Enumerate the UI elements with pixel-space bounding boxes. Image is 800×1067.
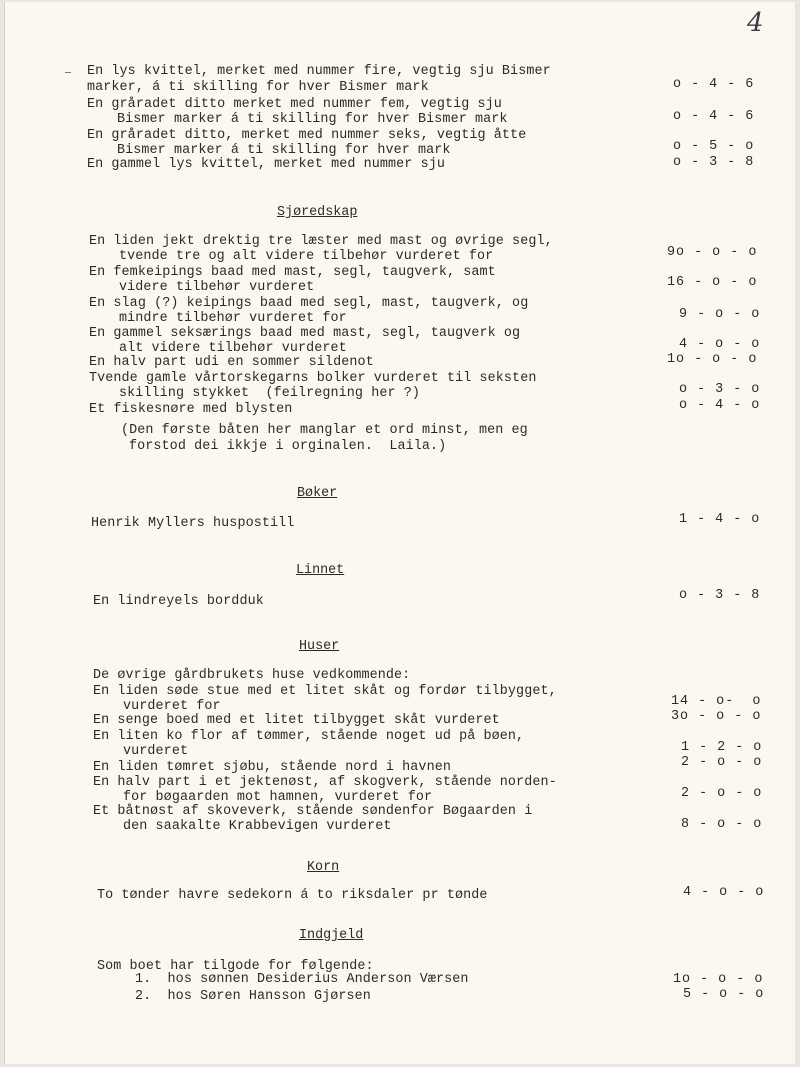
amount: 9 - o - o bbox=[679, 307, 761, 322]
item-line: En liden søde stue med et litet skåt og fordør tilbygget, bbox=[93, 684, 557, 699]
item-line: for bøgaarden mot hamnen, vurderet for bbox=[123, 790, 433, 805]
amount: 1 - 2 - o bbox=[681, 740, 763, 755]
amount: o - 4 - o bbox=[679, 398, 761, 413]
item-line: En halv part i et jektenøst, af skogverk, stående norden- bbox=[93, 775, 557, 790]
amount: 1 - 4 - o bbox=[679, 512, 761, 527]
amount: o - 3 - 8 bbox=[673, 155, 755, 170]
item-line: mindre tilbehør vurderet for bbox=[119, 311, 347, 326]
amount: 16 - o - o bbox=[667, 275, 758, 290]
amount: 14 - o- o bbox=[671, 694, 762, 709]
item-line: vurderet for bbox=[123, 699, 221, 714]
amount: o - 5 - o bbox=[673, 139, 755, 154]
section-heading: Sjøredskap bbox=[277, 205, 358, 220]
section-heading: Korn bbox=[307, 860, 340, 875]
item-line: marker, á ti skilling for hver Bismer mark bbox=[87, 80, 429, 95]
item-line: videre tilbehør vurderet bbox=[119, 280, 315, 295]
item-line: De øvrige gårdbrukets huse vedkommende: bbox=[93, 668, 411, 683]
item-line: En halv part udi en sommer sildenot bbox=[89, 355, 374, 370]
item-line: En liden tømret sjøbu, stående nord i havnen bbox=[93, 760, 451, 775]
page-number: 4 bbox=[747, 8, 764, 38]
item-line: En gråradet ditto merket med nummer fem, vegtig sju bbox=[87, 97, 502, 112]
item-line: 2. hos Søren Hansson Gjørsen bbox=[135, 989, 371, 1004]
item-line: Bismer marker á ti skilling for hver Bismer mark bbox=[117, 112, 508, 127]
section-heading: Bøker bbox=[297, 486, 338, 501]
item-line: En lindreyels bordduk bbox=[93, 594, 264, 609]
section-heading: Linnet bbox=[296, 563, 345, 578]
editor-note: forstod dei ikkje i orginalen. Laila.) bbox=[129, 439, 447, 454]
item-line: Bismer marker á ti skilling for hver mark bbox=[117, 143, 451, 158]
amount: 1o - o - o bbox=[673, 972, 764, 987]
amount: 9o - o - o bbox=[667, 245, 758, 260]
section-heading: Huser bbox=[299, 639, 340, 654]
amount: o - 3 - o bbox=[679, 382, 761, 397]
item-line: Henrik Myllers huspostill bbox=[91, 516, 295, 531]
inventory-text bbox=[5, 2, 795, 1064]
document-page bbox=[4, 2, 795, 1064]
item-line: En liten ko flor af tømmer, stående noget ud på bøen, bbox=[93, 729, 525, 744]
amount: o - 3 - 8 bbox=[679, 588, 761, 603]
amount: 4 - o - o bbox=[683, 885, 765, 900]
item-line: alt videre tilbehør vurderet bbox=[119, 341, 347, 356]
item-line: En senge boed med et litet tilbygget skåt vurderet bbox=[93, 713, 500, 728]
item-line: Tvende gamle vårtorskegarns bolker vurderet til seksten bbox=[89, 371, 537, 386]
item-line: den saakalte Krabbevigen vurderet bbox=[123, 819, 392, 834]
item-line: Som boet har tilgode for følgende: bbox=[97, 959, 374, 974]
amount: 2 - o - o bbox=[681, 755, 763, 770]
item-line: En lys kvittel, merket med nummer fire, vegtig sju Bismer bbox=[87, 64, 551, 79]
editor-note: (Den første båten her manglar et ord minst, men eg bbox=[121, 423, 528, 438]
amount: 8 - o - o bbox=[681, 817, 763, 832]
item-line: En gammel seksærings baad med mast, segl, taugverk og bbox=[89, 326, 521, 341]
amount: 5 - o - o bbox=[683, 987, 765, 1002]
amount: o - 4 - 6 bbox=[673, 109, 755, 124]
item-line: En femkeipings baad med mast, segl, taugverk, samt bbox=[89, 265, 496, 280]
item-line: En gammel lys kvittel, merket med nummer sju bbox=[87, 157, 445, 172]
item-line: En gråradet ditto, merket med nummer seks, vegtig åtte bbox=[87, 128, 527, 143]
section-heading: Indgjeld bbox=[299, 928, 364, 943]
item-line: En liden jekt drektig tre læster med mast og øvrige segl, bbox=[89, 234, 553, 249]
item-line: Et fiskesnøre med blysten bbox=[89, 402, 293, 417]
amount: 2 - o - o bbox=[681, 786, 763, 801]
item-line: tvende tre og alt videre tilbehør vurderet for bbox=[119, 249, 494, 264]
item-line: vurderet bbox=[123, 744, 189, 759]
amount: o - 4 - 6 bbox=[673, 77, 755, 92]
item-line: En slag (?) keipings baad med segl, mast, taugverk, og bbox=[89, 296, 529, 311]
item-line: Et båtnøst af skoveverk, stående søndenfor Bøgaarden i bbox=[93, 804, 533, 819]
amount: 1o - o - o bbox=[667, 352, 758, 367]
item-line: 1. hos sønnen Desiderius Anderson Værsen bbox=[135, 972, 469, 987]
item-line: To tønder havre sedekorn á to riksdaler pr tønde bbox=[97, 888, 488, 903]
amount: 3o - o - o bbox=[671, 709, 762, 724]
item-line: skilling stykket (feilregning her ?) bbox=[119, 386, 421, 401]
amount: 4 - o - o bbox=[679, 337, 761, 352]
